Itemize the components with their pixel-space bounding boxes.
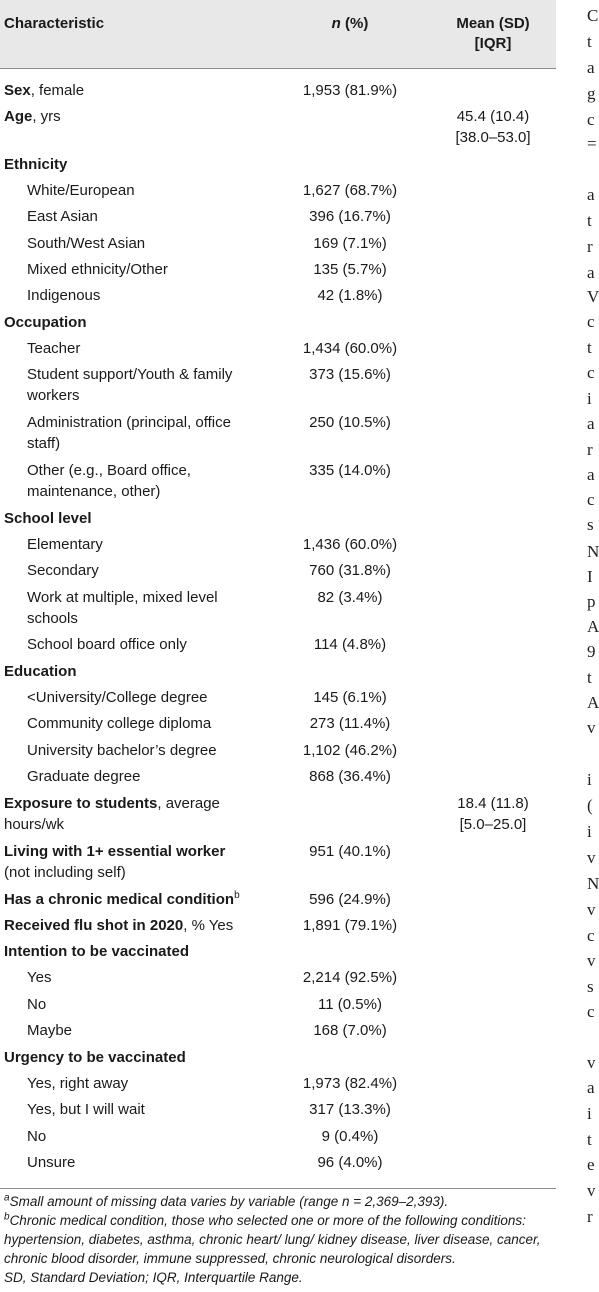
side-column-letter: a [587,185,595,204]
side-column-letter: c [587,363,595,382]
adjacent-column-text [585,0,597,1292]
side-column-letter: C [587,6,599,25]
side-column-letter: A [587,617,599,636]
side-column-letter: c [587,312,595,331]
side-column-letter: c [587,926,595,945]
footnote-b: $^b$Chronic medical condition, those who selected one or more of the following conditions: [4,1211,526,1228]
side-column-letter: v [587,951,596,970]
side-column-letter: A [587,693,599,712]
side-column-letter: a [587,58,595,77]
side-column-letter: s [587,515,594,534]
side-column-letter: c [587,490,595,509]
side-column-letter: v [587,1181,596,1200]
footnote-a: $^a$Small amount of missing data varies by variable (range n = 2,369–2,393). [4,1192,449,1209]
side-column-letter: t [587,211,592,230]
side-column-letter: N [587,874,599,893]
table-header [0,0,556,69]
side-column-letter: e [587,1155,595,1174]
header-characteristic: Characteristic [4,15,105,32]
side-column-letter: v [587,900,596,919]
side-column-letter: v [587,1053,596,1072]
side-column-letter: i [587,1104,592,1123]
side-column-letter: r [587,1207,593,1226]
side-column-letter: V [587,287,599,306]
side-column-letter: a [587,1078,595,1097]
side-column-letter: 9 [587,642,596,661]
side-column-letter: ( [587,796,593,815]
header-n-percent: n (%) [331,15,369,32]
side-column-letter: v [587,718,596,737]
side-column-letter: = [587,134,597,153]
side-column-letter: r [587,237,593,256]
side-column-letter: I [587,567,593,586]
side-column-letter: a [587,263,595,282]
side-column-letter: c [587,1002,595,1021]
side-column-letter: a [587,414,595,433]
side-column-letter: s [587,977,594,996]
side-column-letter: t [587,1130,592,1149]
side-column-letter: i [587,822,592,841]
side-column-letter: g [587,84,596,103]
side-column-letter: t [587,32,592,51]
side-column-letter: c [587,110,595,129]
side-column-letter: i [587,389,592,408]
side-column-letter: t [587,338,592,357]
side-column-letter: a [587,465,595,484]
side-column-letter: N [587,542,599,561]
side-column-letter: v [587,848,596,867]
side-column-letter: i [587,770,592,789]
side-column-letter: r [587,440,593,459]
footnote-abbreviations: SD, Standard Deviation; IQR, Interquartile Range. [4,1270,303,1285]
footnote-divider [0,1188,556,1189]
header-mean-sd: Mean (SD) [IQR] [456,15,530,52]
side-column-letter: p [587,592,596,611]
side-column-letter: t [587,668,592,687]
table-footnotes: $^a$Small amount of missing data varies by variable (range n = 2,369–2,393). $^b$Chronic medical condition, those who selected one or more of the following conditions: hypertension, diabetes, asthma, chronic heart/ lung/ kidney disease, liver disease, cancer, chronic blood disorder, immune suppressed, chronic neurological disorders. SD, Standard Deviation; IQR, Interquartile Range. [4,1192,556,1287]
